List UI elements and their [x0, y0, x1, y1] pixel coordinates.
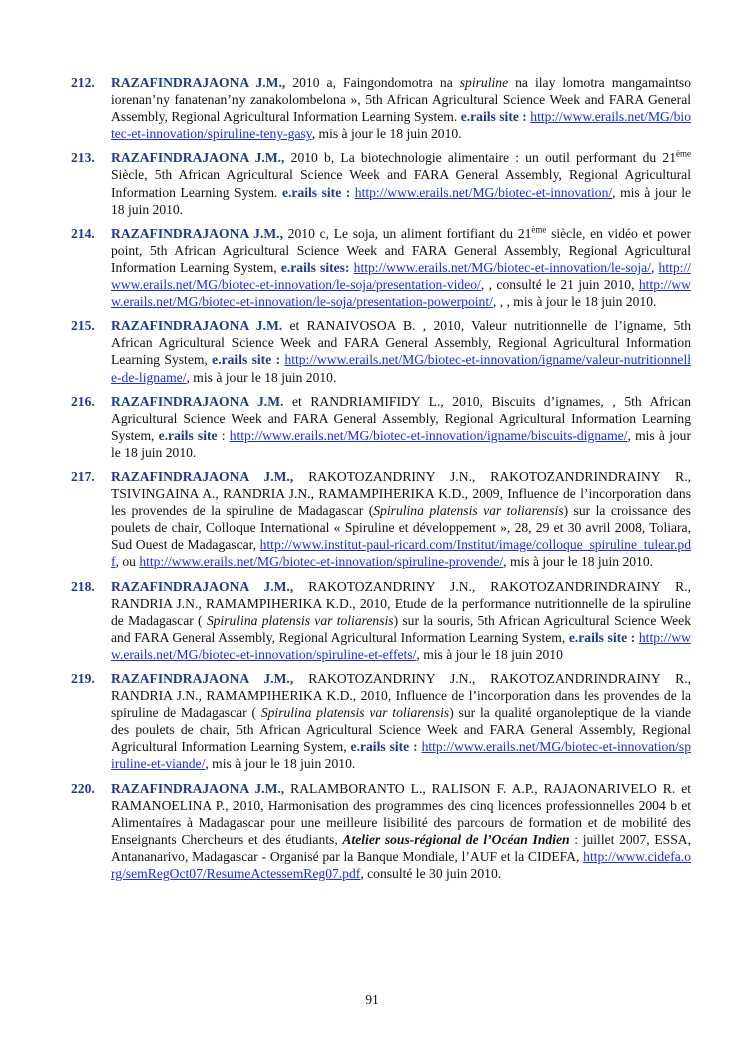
- reference-text: ) sur la qualité organoleptique de la viande des poulets de chair, 5th African Agricultural Science Week and FARA General Assembly, Regional Agricultural Information Learning System,: [111, 705, 691, 755]
- reference-text: 2010 c, Le soja, un aliment fortifiant du 21: [282, 225, 532, 241]
- author-name: RAZAFINDRAJAONA J.M.: [111, 393, 284, 409]
- reference-text: , mis à jour le 18 juin 2010.: [111, 427, 692, 460]
- erails-label: e.rails sites:: [280, 259, 350, 275]
- page-number: 91: [365, 992, 379, 1007]
- reference-number: 217.: [71, 468, 95, 484]
- reference-number: 220.: [71, 780, 95, 796]
- author-name: RAZAFINDRAJAONA J.M.,: [111, 150, 285, 166]
- reference-text: Siècle, 5th African Agricultural Science Week and FARA General Assembly, Regional Agricultural Information Learning System.: [111, 167, 691, 200]
- reference-number: 216.: [71, 393, 95, 409]
- reference-link[interactable]: http://www.erails.net/MG/biotec-et-innovation/le-soja/: [353, 259, 651, 275]
- reference-link[interactable]: http://www.erails.net/MG/biotec-et-innovation/spiruline-teny-gasy: [111, 109, 691, 142]
- reference-text: RALAMBORANTO L., RALISON F. A.P., RAJAONARIVELO R. et RAMANOELINA P., 2010, Harmonisation des programmes des cinq licences professionnelles 2004 b et Alimentaires à Madagascar pour une meilleure lisibilité des parcours de formation et de mobilité des Enseignants Chercheurs et des étudiants,: [111, 780, 692, 847]
- reference-text: , , consulté le 21 juin 2010,: [480, 277, 639, 293]
- erails-label: e.rails site :: [281, 184, 351, 200]
- reference-text: , , , mis à jour le 18 juin 2010.: [492, 294, 657, 310]
- reference-text: , mis à jour le 18 juin 2010: [416, 646, 563, 662]
- reference-text: , mis à jour le 18 juin 2010.: [111, 184, 691, 217]
- reference-link[interactable]: http://www.institut-paul-ricard.com/Institut/image/colloque_spiruline_tulear.pdf: [111, 537, 691, 570]
- erails-label: e.rails site :: [212, 352, 281, 368]
- author-name: RAZAFINDRAJAONA J.M.: [111, 318, 283, 334]
- reference-text: ,: [651, 259, 659, 275]
- reference-213: [71, 149, 691, 217]
- reference-link[interactable]: http://www.erails.net/MG/biotec-et-innovation/igname/biscuits-digname/: [229, 427, 628, 443]
- erails-label: e.rails site :: [350, 739, 418, 755]
- reference-number: 219.: [71, 671, 95, 686]
- reference-link[interactable]: http://www.erails.net/MG/biotec-et-innovation/: [354, 184, 613, 200]
- reference-text: , mis à jour le 18 juin 2010.: [186, 369, 337, 385]
- author-name: RAZAFINDRAJAONA J.M.,: [111, 671, 294, 686]
- reference-220: [71, 780, 691, 883]
- reference-text: et RANAIVOSOA B. , 2010, Valeur nutritionnelle de l’igname, 5th African Agricultural Science Week and FARA General Assembly, Regional Agricultural Information Learning System,: [111, 318, 691, 368]
- author-name: RAZAFINDRAJAONA J.M.,: [111, 75, 286, 90]
- erails-label: e.rails site: [158, 427, 218, 443]
- reference-text: ) sur la souris, 5th African Agricultural Science Week and FARA General Assembly, Regional Agricultural Information Learning System,: [111, 612, 691, 645]
- reference-link[interactable]: http://www.erails.net/MG/biotec-et-innovation/le-soja/presentation-video/: [111, 259, 692, 293]
- author-name: RAZAFINDRAJAONA J.M.,: [111, 225, 283, 241]
- reference-link[interactable]: http://www.erails.net/MG/biotec-et-innovation/spiruline-et-viande/: [111, 739, 692, 772]
- reference-link[interactable]: http://www.erails.net/MG/biotec-et-innovation/le-soja/presentation-powerpoint/: [111, 277, 691, 310]
- reference-text: na ilay lomotra mangamaintso iorenan’ny fanatenan’ny zanakolombelona », 5th African Agricultural Science Week and FARA General Assembly, Regional Agricultural Information Learning System.: [111, 75, 691, 125]
- reference-number: 215.: [71, 318, 95, 334]
- reference-text: , mis à jour le 18 juin 2010.: [205, 756, 356, 772]
- erails-label: e.rails site :: [568, 629, 636, 645]
- reference-text: , mis à jour le 18 juin 2010.: [503, 554, 654, 570]
- reference-text: et RANDRIAMIFIDY L., 2010, Biscuits d’ignames, , 5th African Agricultural Science Week and FARA General Assembly, Regional Agricultural Information Learning System,: [111, 393, 692, 443]
- author-name: RAZAFINDRAJAONA J.M.,: [111, 578, 294, 594]
- reference-text: RAKOTOZANDRINY J.N., RAKOTOZANDRINDRAINY R., RANDRIA J.N., RAMAMPIHERIKA K.D., 2010, Influence de l’incorporation dans les provendes de la spiruline de Madagascar (: [111, 671, 692, 721]
- reference-number: 213.: [71, 150, 95, 166]
- reference-number: 212.: [71, 75, 95, 90]
- reference-215: [71, 317, 691, 385]
- reference-list: [71, 74, 691, 889]
- reference-text: 2010 b, La biotechnologie alimentaire : un outil performant du 21: [284, 150, 677, 166]
- reference-212: [71, 74, 691, 142]
- reference-text: RAKOTOZANDRINY J.N., RAKOTOZANDRINDRAINY R., TSIVINGAINA A., RANDRIA J.N., RAMAMPIHERIKA K.D., 2009, Influence de l’incorporation dans les provendes de la spiruline de Madagascar (: [111, 468, 692, 519]
- reference-number: 214.: [71, 225, 95, 241]
- superscript: ème: [676, 148, 692, 159]
- reference-text: siècle, en vidéo et power point, 5th African Agricultural Science Week and FARA General Assembly, Regional Agricultural Information Learning System,: [111, 225, 692, 275]
- reference-216: [71, 393, 691, 461]
- italic-term: Spirulina platensis var toliarensis: [260, 705, 450, 721]
- erails-label: e.rails site :: [460, 109, 527, 125]
- reference-link[interactable]: http://www.erails.net/MG/biotec-et-innovation/spiruline-provende/: [139, 554, 504, 570]
- reference-text: , consulté le 30 juin 2010.: [360, 866, 502, 882]
- bold-italic-title: Atelier sous-régional de l’Océan Indien: [342, 831, 570, 847]
- reference-text: :: [217, 427, 230, 443]
- reference-218: [71, 578, 691, 663]
- reference-text: : juillet 2007, ESSA, Antananarivo, Madagascar - Organisé par la Banque Mondiale, l’AUF et la CIDEFA,: [111, 831, 691, 864]
- reference-link[interactable]: http://www.erails.net/MG/biotec-et-innovation/spiruline-et-effets/: [111, 629, 691, 662]
- reference-text: RAKOTOZANDRINY J.N., RAKOTOZANDRINDRAINY R., RANDRIA J.N., RAMAMPIHERIKA K.D., 2010, Etude de la performance nutritionnelle de la spiruline de Madagascar (: [111, 578, 692, 628]
- italic-term: spiruline: [459, 75, 509, 90]
- reference-text: ) sur la croissance des poulets de chair, Colloque International « Spiruline et développement », 28, 29 et 30 avril 2008, Toliara, Sud Ouest de Madagascar,: [111, 503, 692, 553]
- reference-number: 218.: [71, 578, 95, 594]
- italic-term: Spirulina platensis var toliarensis: [373, 503, 564, 519]
- italic-term: Spirulina platensis var toliarensis: [206, 612, 394, 628]
- author-name: RAZAFINDRAJAONA J.M.,: [111, 780, 285, 796]
- reference-214: [71, 225, 691, 310]
- reference-link[interactable]: http://www.erails.net/MG/biotec-et-innovation/igname/valeur-nutritionnelle-de-ligname/: [111, 352, 692, 385]
- reference-219: [71, 670, 691, 773]
- reference-link[interactable]: http://www.cidefa.org/semRegOct07/ResumeActessemReg07.pdf: [111, 848, 691, 882]
- reference-text: , ou: [115, 554, 140, 570]
- reference-217: [71, 468, 691, 571]
- reference-text: , mis à jour le 18 juin 2010.: [311, 126, 462, 142]
- reference-text: 2010 a, Faingondomotra na: [285, 75, 460, 90]
- author-name: RAZAFINDRAJAONA J.M.,: [111, 468, 294, 484]
- superscript: ème: [531, 224, 547, 235]
